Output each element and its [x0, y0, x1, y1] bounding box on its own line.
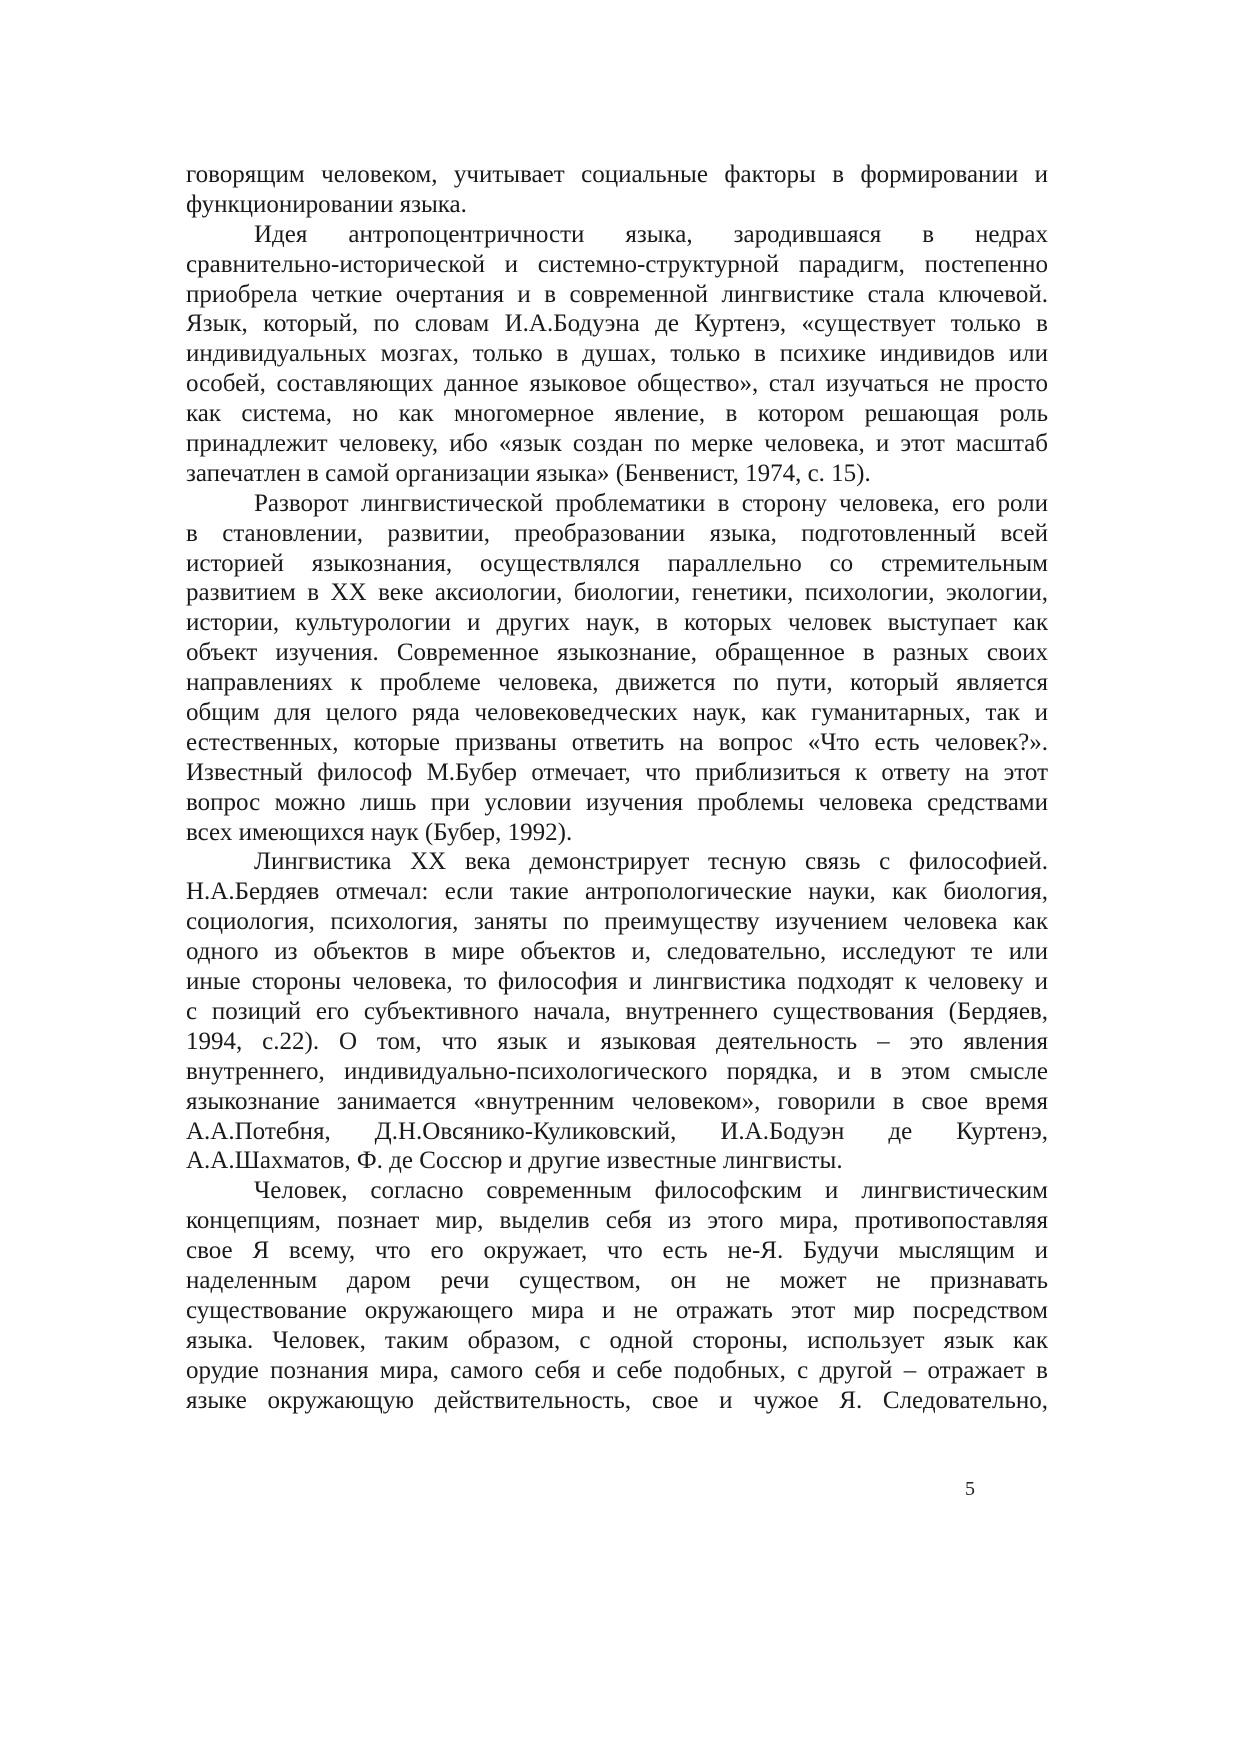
text-line: языка. Человек, таким образом, с одной стороны, использует язык как [186, 1326, 1048, 1354]
text-line: Человек, согласно современным философским и лингвистическим [254, 1177, 1048, 1205]
text-line: социология, психология, заняты по преимуществу изучением человека как [186, 908, 1048, 936]
text-line: языкознание занимается «внутренним человеком», говорили в свое время [186, 1087, 1048, 1115]
paragraph [186, 220, 1048, 489]
text-line: орудие познания мира, самого себя и себе подобных, с другой – отражает в [186, 1356, 1048, 1384]
text-line: концепциям, познает мир, выделив себя из этого мира, противопоставляя [186, 1207, 1048, 1235]
text-line: всех имеющихся наук (Бубер, 1992). [186, 818, 573, 846]
text-line: развитием в XX веке аксиологии, биологии, генетики, психологии, экологии, [186, 579, 1048, 607]
page-number: 5 [965, 1478, 975, 1500]
text-line: объект изучения. Современное языкознание, обращенное в разных своих [186, 639, 1048, 667]
text-line: иные стороны человека, то философия и лингвистика подходят к человеку и [186, 968, 1048, 996]
text-line: вопрос можно лишь при условии изучения проблемы человека средствами [186, 788, 1048, 816]
text-line: функционировании языка. [186, 190, 467, 218]
text-line: естественных, которые призваны ответить на вопрос «Что есть человек?». [186, 728, 1048, 756]
text-line: с позиций его субъективного начала, внутреннего существования (Бердяев, [186, 997, 1048, 1025]
text-line: наделенным даром речи существом, он не может не признавать [186, 1266, 1048, 1294]
text-line: Идея антропоцентричности языка, зародившаяся в недрах [254, 220, 1048, 248]
paragraph [186, 847, 1048, 1176]
paragraph [186, 1176, 1048, 1415]
text-line: в становлении, развитии, преобразовании языка, подготовленный всей [186, 519, 1048, 547]
text-line: запечатлен в самой организации языка» (Бенвенист, 1974, с. 15). [186, 459, 871, 487]
text-line: А.А.Шахматов, Ф. де Соссюр и другие известные лингвисты. [186, 1147, 843, 1175]
text-line: сравнительно-исторической и системно-структурной парадигм, постепенно [186, 250, 1048, 278]
text-line: Язык, который, по словам И.А.Бодуэна де Куртенэ, «существует только в [186, 310, 1048, 338]
text-line: направлениях к проблеме человека, движется по пути, который является [186, 669, 1048, 697]
text-line: как система, но как многомерное явление, в котором решающая роль [186, 400, 1048, 428]
text-line: 1994, с.22). О том, что язык и языковая деятельность – это явления [186, 1027, 1048, 1055]
text-line: принадлежит человеку, ибо «язык создан по мерке человека, и этот масштаб [186, 430, 1048, 458]
text-line: особей, составляющих данное языковое общество», стал изучаться не просто [186, 370, 1048, 398]
text-line: Разворот лингвистической проблематики в сторону человека, его роли [254, 489, 1048, 517]
text-line: одного из объектов в мире объектов и, следовательно, исследуют те или [186, 938, 1048, 966]
text-line: говорящим человеком, учитывает социальные факторы в формировании и [186, 161, 1048, 188]
text-line: истории, культурологии и других наук, в которых человек выступает как [186, 609, 1048, 637]
text-line: внутреннего, индивидуально-психологического порядка, и в этом смысле [186, 1057, 1048, 1085]
text-line: индивидуальных мозгах, только в душах, только в психике индивидов или [186, 340, 1048, 368]
text-line: приобрела четкие очертания и в современной лингвистике стала ключевой. [186, 280, 1048, 308]
text-line: общим для целого ряда человековедческих наук, как гуманитарных, так и [186, 699, 1048, 727]
paragraph [186, 489, 1048, 848]
text-line: историей языкознания, осуществлялся параллельно со стремительным [186, 549, 1048, 577]
paragraph [186, 160, 1048, 220]
text-line: языке окружающую действительность, свое и чужое Я. Следовательно, [186, 1386, 1048, 1414]
text-line: существование окружающего мира и не отражать этот мир посредством [186, 1296, 1048, 1324]
page-body-text [186, 160, 1048, 1415]
text-line: свое Я всему, что его окружает, что есть не-Я. Будучи мыслящим и [186, 1237, 1048, 1265]
text-line: Лингвистика XX века демонстрирует тесную связь с философией. [254, 848, 1048, 876]
text-line: Известный философ М.Бубер отмечает, что приблизиться к ответу на этот [186, 758, 1048, 786]
text-line: А.А.Потебня, Д.Н.Овсянико-Куликовский, И.А.Бодуэн де Куртенэ, [186, 1117, 1048, 1145]
text-line: Н.А.Бердяев отмечал: если такие антропологические науки, как биология, [186, 878, 1048, 906]
